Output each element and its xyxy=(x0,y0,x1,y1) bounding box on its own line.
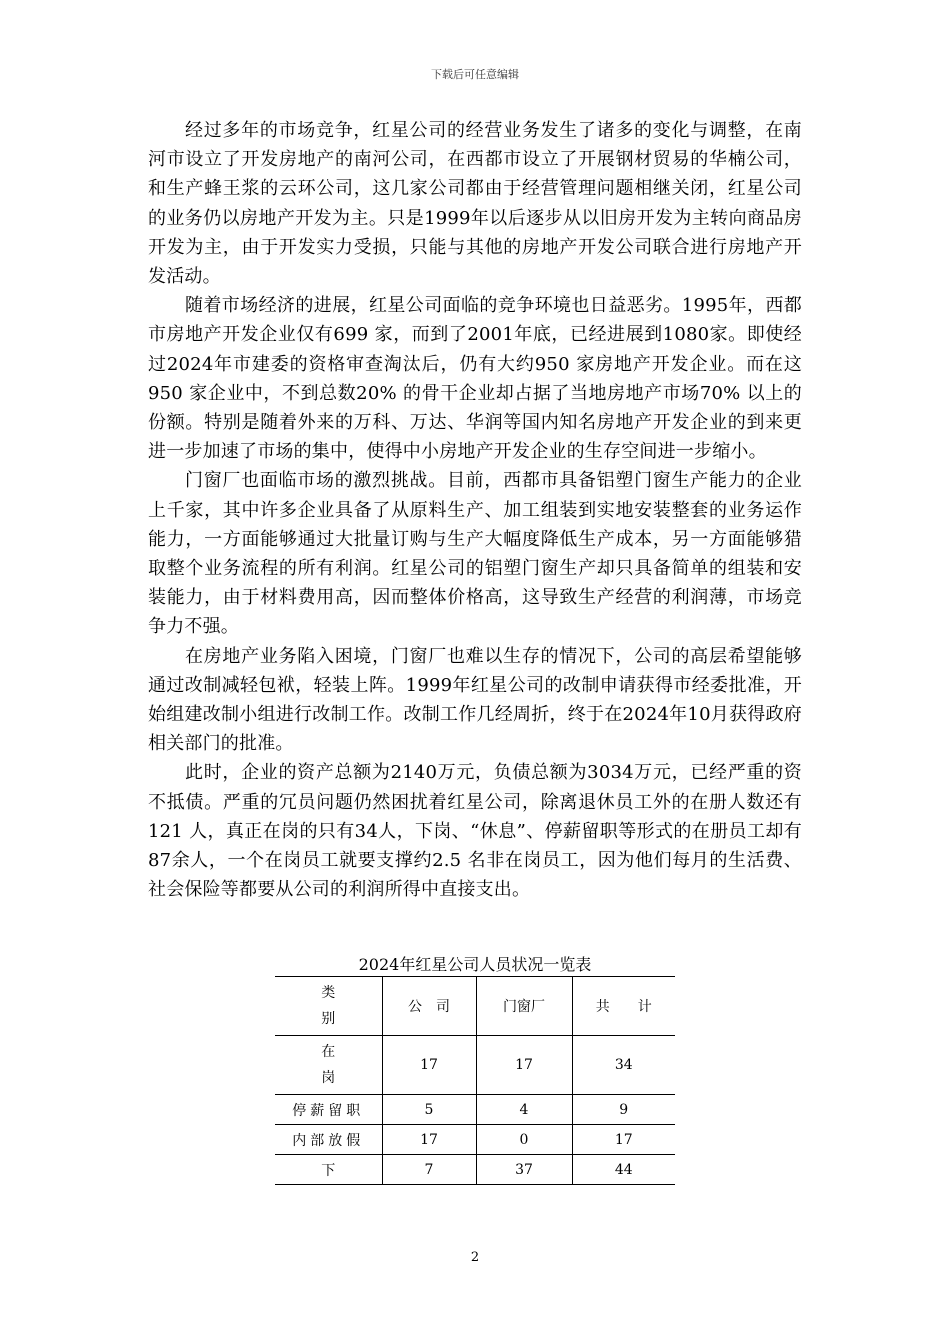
paragraph: 随着市场经济的进展，红星公司面临的竞争环境也日益恶劣。1995年，西都市房地产开发企业仅有699 家，而到了2001年底，已经进展到1080家。即使经过2024年市建委的资格审查淘汰后，仍有大约950 家房地产开发企业。而在这950 家企业中，不到总数20% 的骨干企业却占据了当地房地产市场70% 以上的份额。特别是随着外来的万科、万达、华润等国内知名房地产开发企业的到来更进一步加速了市场的集中，使得中小房地产开发企业的生存空间进一步缩小。 xyxy=(148,295,802,463)
paragraph: 在房地产业务陷入困境，门窗厂也难以生存的情况下，公司的高层希望能够通过改制减轻包袱，轻装上阵。1999年红星公司的改制申请获得市经委批准，开始组建改制小组进行改制工作。改制工作几经周折，终于在2024年10月获得政府相关部门的批准。 xyxy=(148,645,802,755)
header-category-bottom: 别 xyxy=(321,1011,336,1027)
row-label-bottom: 岗 xyxy=(321,1070,336,1086)
cell-factory: 4 xyxy=(476,1095,572,1125)
cell-company: 5 xyxy=(382,1095,476,1125)
cell-company: 17 xyxy=(382,1125,476,1155)
table-header-row xyxy=(275,977,675,1036)
cell-total: 9 xyxy=(572,1095,675,1125)
cell-total: 44 xyxy=(572,1155,675,1185)
cell-total: 17 xyxy=(572,1125,675,1155)
paragraph: 经过多年的市场竞争，红星公司的经营业务发生了诸多的变化与调整，在南河市设立了开发房地产的南河公司，在西都市设立了开展钢材贸易的华楠公司，和生产蜂王浆的云环公司，这几家公司都由于经营管理问题相继关闭，红星公司的业务仍以房地产开发为主。只是1999年以后逐步从以旧房开发为主转向商品房开发为主，由于开发实力受损，只能与其他的房地产开发公司联合进行房地产开发活动。 xyxy=(148,120,802,288)
table-row xyxy=(275,1125,675,1155)
row-label-top: 在 xyxy=(321,1044,336,1060)
header-category-top: 类 xyxy=(321,985,336,1001)
table-row xyxy=(275,1095,675,1125)
header-total: 共 计 xyxy=(572,977,675,1036)
header-company: 公 司 xyxy=(382,977,476,1036)
row-label: 停薪留职 xyxy=(275,1095,382,1125)
table-title: 2024年红星公司人员状况一览表 xyxy=(358,955,592,974)
cell-company: 17 xyxy=(382,1036,476,1095)
paragraph: 此时，企业的资产总额为2140万元，负债总额为3034万元，已经严重的资不抵债。严重的冗员问题仍然困扰着红星公司，除离退休员工外的在册人数还有121 人，真正在岗的只有34人，下岗、“休息”、停薪留职等形式的在册员工却有87余人，一个在岗员工就要支撑约2.5 名非在岗员工，因为他们每月的生活费、社会保险等都要从公司的利润所得中直接支出。 xyxy=(148,762,802,901)
header-category xyxy=(275,977,382,1036)
cell-factory: 0 xyxy=(476,1125,572,1155)
cell-factory: 37 xyxy=(476,1155,572,1185)
row-label xyxy=(275,1036,382,1095)
page-header: 下载后可任意编辑 xyxy=(431,68,519,81)
row-label: 下 xyxy=(275,1155,382,1185)
cell-total: 34 xyxy=(572,1036,675,1095)
page-number: 2 xyxy=(470,1250,480,1265)
row-label: 内部放假 xyxy=(275,1125,382,1155)
header-factory: 门窗厂 xyxy=(476,977,572,1036)
staff-status-table xyxy=(275,976,675,1185)
paragraph: 门窗厂也面临市场的激烈挑战。目前，西都市具备铝塑门窗生产能力的企业上千家，其中许多企业具备了从原料生产、加工组装到实地安装整套的业务运作能力，一方面能够通过大批量订购与生产大幅度降低生产成本，另一方面能够猎取整个业务流程的所有利润。红星公司的铝塑门窗生产却只具备简单的组装和安装能力，由于材料费用高，因而整体价格高，这导致生产经营的利润薄，市场竞争力不强。 xyxy=(148,470,802,638)
table-row xyxy=(275,1155,675,1185)
table-row xyxy=(275,1036,675,1095)
body-text xyxy=(148,116,802,904)
cell-factory: 17 xyxy=(476,1036,572,1095)
cell-company: 7 xyxy=(382,1155,476,1185)
